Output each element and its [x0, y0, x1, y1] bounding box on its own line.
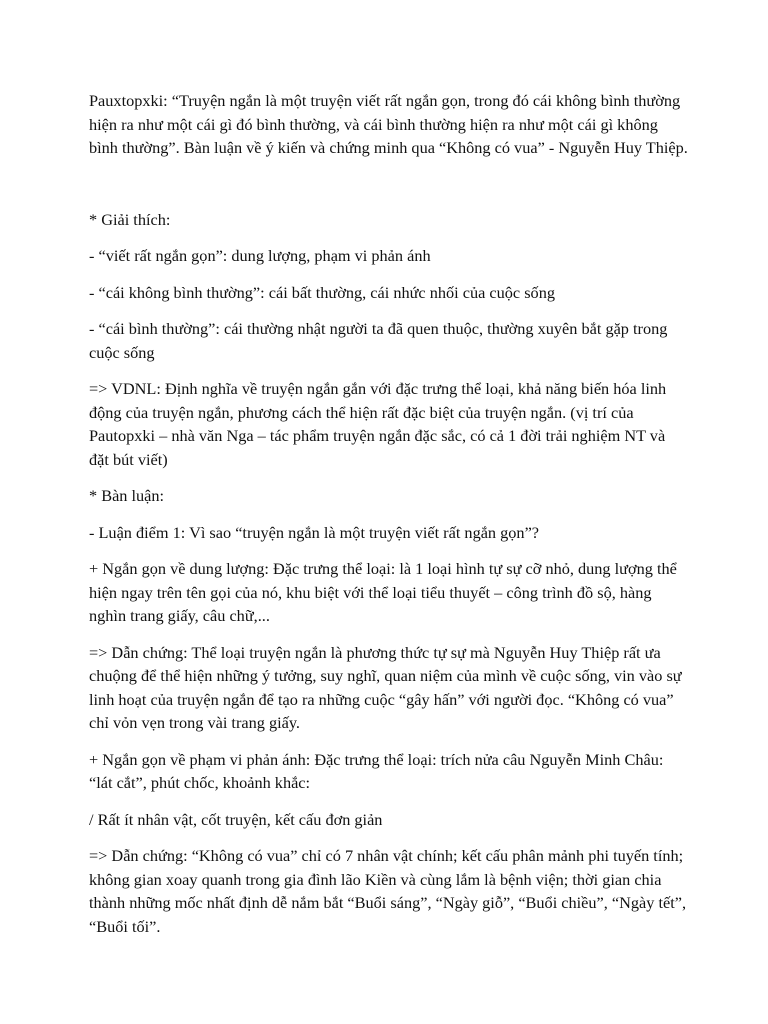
paragraph: - Luận điểm 1: Vì sao “truyện ngắn là một truyện viết rất ngắn gọn”? — [89, 522, 540, 542]
paragraph: - “cái không bình thường”: cái bất thường, cái nhức nhối của cuộc sống — [89, 282, 555, 302]
spacer — [89, 160, 689, 208]
document-page — [89, 89, 689, 938]
paragraph: => VDNL: Định nghĩa về truyện ngắn gắn với đặc trưng thể loại, khả năng biến hóa linh động của truyện ngắn, phương cách thể hiện rất đặc biệt của truyện ngắn. (vị trí của Pautopxki – nhà văn Nga – tác phẩm truyện ngắn đặc sắc, có cả 1 đời trải nghiệm NT và đặt bút viết) — [89, 379, 667, 469]
paragraph: => Dẫn chứng: “Không có vua” chỉ có 7 nhân vật chính; kết cấu phân mảnh phi tuyến tính; không gian xoay quanh trong gia đình lão Kiền và cùng lắm là bệnh viện; thời gian chia thành những mốc nhất định dễ nắm bắt “Buổi sáng”, “Ngày giỗ”, “Buổi chiều”, “Ngày tết”, “Buổi tối”. — [89, 846, 687, 936]
paragraph: + Ngắn gọn về phạm vi phản ánh: Đặc trưng thể loại: trích nửa câu Nguyễn Minh Châu: “lát cắt”, phút chốc, khoảnh khắc: — [89, 749, 664, 792]
paragraph: / Rất ít nhân vật, cốt truyện, kết cấu đơn giản — [89, 809, 383, 829]
heading-explanation: * Giải thích: — [89, 209, 171, 229]
paragraph: - “cái bình thường”: cái thường nhật người ta đã quen thuộc, thường xuyên bắt gặp trong cuộc sống — [89, 319, 668, 362]
paragraph: - “viết rất ngắn gọn”: dung lượng, phạm vi phản ánh — [89, 246, 431, 265]
document-title: Pauxtopxki: “Truyện ngắn là một truyện viết rất ngắn gọn, trong đó cái không bình thường hiện ra như một cái gì đó bình thường, và cái bình thường hiện ra như một cái gì không bình thường”. Bàn luận về ý kiến và chứng minh qua “Không có vua” - Nguyễn Huy Thiệp. — [89, 91, 688, 157]
heading-discussion: * Bàn luận: — [89, 486, 165, 505]
paragraph: => Dẫn chứng: Thể loại truyện ngắn là phương thức tự sự mà Nguyễn Huy Thiệp rất ưa chuộng để thể hiện những ý tưởng, suy nghĩ, quan niệm của mình về cuộc sống, vin vào sự linh hoạt của truyện ngắn để tạo ra những cuộc “gây hấn” với người đọc. “Không có vua” chỉ vỏn vẹn trong vài trang giấy. — [89, 642, 682, 732]
paragraph: + Ngắn gọn về dung lượng: Đặc trưng thể loại: là 1 loại hình tự sự cỡ nhỏ, dung lượng thể hiện ngay trên tên gọi của nó, khu biệt với thể loại tiểu thuyết – công trình đồ sộ, hàng nghìn trang giấy, câu chữ,... — [89, 559, 677, 625]
